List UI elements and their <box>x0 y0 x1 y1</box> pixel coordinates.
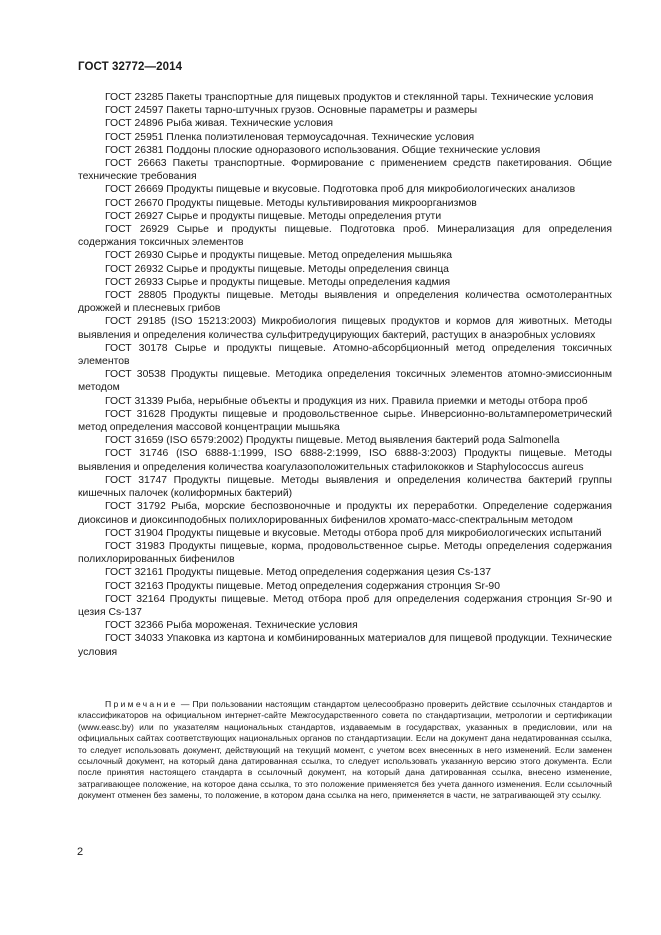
reference-item: ГОСТ 30178 Сырье и продукты пищевые. Атомно-абсорбционный метод определения токсичных элементов <box>78 342 612 368</box>
note-text: — При пользовании настоящим стандартом целесообразно проверить действие ссылочных стандартов и классификаторов на официальном интернет-сайте Межгосударственного совета по стандартизации, метрологии и сертификации (www.easc.by) или по указателям национальных стандартов, издаваемым в государствах, указанных в предисловии, или на официальных сайтах соответствующих национальных органов по стандартизации. Если на документ дана недатированная ссылка, то следует использовать документ, действующий на текущий момент, с учетом всех внесенных в него изменений. Если заменен ссылочный документ, на который дана датированная ссылка, то следует использовать указанную версию этого документа. Если после принятия настоящего стандарта в ссылочный документ, на который дана датированная ссылка, внесено изменение, затрагивающее положение, на которое дана ссылка, то это положение применяется без учета данного изменения. Если ссылочный документ отменен без замены, то положение, в котором дана ссылка на него, применяется в части, не затрагивающей эту ссылку. <box>78 699 612 801</box>
reference-item: ГОСТ 26930 Сырье и продукты пищевые. Метод определения мышьяка <box>105 250 453 262</box>
reference-item: ГОСТ 29185 (ISO 15213:2003) Микробиология пищевых продуктов и кормов для животных. Методы выявления и определения количества сульфитредуцирующих бактерий, растущих в анаэробных условиях <box>78 316 612 341</box>
note-label: Примечание <box>105 699 178 709</box>
note-paragraph <box>78 699 612 802</box>
reference-item: ГОСТ 31628 Продукты пищевые и продовольственное сырье. Инверсионно-вольтамперометрический метод определения массовой концентрации мышьяка <box>78 408 612 434</box>
reference-item: ГОСТ 30538 Продукты пищевые. Методика определения токсичных элементов атомно-эмиссионным методом <box>78 369 612 394</box>
reference-item: ГОСТ 31659 (ISO 6579:2002) Продукты пищевые. Метод выявления бактерий рода Salmonella <box>105 435 560 447</box>
reference-item: ГОСТ 31792 Рыба, морские беспозвоночные и продукты их переработки. Определение содержания диоксинов и диоксинподобных полихлорированных бифенилов хромато-масс-спектральным методом <box>78 501 612 526</box>
reference-item: ГОСТ 31983 Продукты пищевые, корма, продовольственное сырье. Методы определения содержания полихлорированных бифенилов <box>78 540 612 566</box>
page-number: 2 <box>77 846 84 858</box>
reference-item: ГОСТ 31904 Продукты пищевые и вкусовые. Методы отбора проб для микробиологических испытаний <box>105 527 602 539</box>
normative-references-list <box>78 91 612 659</box>
reference-item: ГОСТ 24896 Рыба живая. Технические условия <box>105 118 334 130</box>
reference-item: ГОСТ 26381 Поддоны плоские одноразового использования. Общие технические условия <box>105 144 541 156</box>
reference-item: ГОСТ 34033 Упаковка из картона и комбинированных материалов для пищевой продукции. Технические условия <box>78 633 612 658</box>
reference-item: ГОСТ 32366 Рыба мороженая. Технические условия <box>105 620 358 632</box>
reference-item: ГОСТ 26670 Продукты пищевые. Методы культивирования микроорганизмов <box>105 197 477 209</box>
reference-item: ГОСТ 25951 Пленка полиэтиленовая термоусадочная. Технические условия <box>105 131 475 143</box>
reference-item: ГОСТ 26669 Продукты пищевые и вкусовые. Подготовка проб для микробиологических анализов <box>105 184 576 196</box>
note-block <box>78 699 612 802</box>
reference-item: ГОСТ 28805 Продукты пищевые. Методы выявления и определения количества осмотолерантных дрожжей и плесневых грибов <box>78 290 612 315</box>
document-header: ГОСТ 32772—2014 <box>78 61 183 73</box>
reference-item: ГОСТ 31339 Рыба, нерыбные объекты и продукция из них. Правила приемки и методы отбора проб <box>105 395 588 407</box>
reference-item: ГОСТ 31747 Продукты пищевые. Методы выявления и определения количества бактерий группы кишечных палочек (колиформных бактерий) <box>78 474 612 500</box>
reference-item: ГОСТ 26932 Сырье и продукты пищевые. Методы определения свинца <box>105 263 449 275</box>
reference-item: ГОСТ 32161 Продукты пищевые. Метод определения содержания цезия Cs-137 <box>105 567 492 579</box>
reference-item: ГОСТ 26933 Сырье и продукты пищевые. Методы определения кадмия <box>105 276 451 288</box>
reference-item: ГОСТ 32163 Продукты пищевые. Метод определения содержания стронция Sr-90 <box>105 580 500 592</box>
reference-item: ГОСТ 26927 Сырье и продукты пищевые. Методы определения ртути <box>105 210 442 222</box>
reference-item: ГОСТ 24597 Пакеты тарно-штучных грузов. Основные параметры и размеры <box>105 105 478 117</box>
reference-item: ГОСТ 26663 Пакеты транспортные. Формирование с применением средств пакетирования. Общие технические требования <box>78 158 612 183</box>
reference-item: ГОСТ 31746 (ISO 6888-1:1999, ISO 6888-2:1999, ISO 6888-3:2003) Продукты пищевые. Методы выявления и определения количества коагулазоположительных стафилококков и Staphylococcus aureus <box>78 448 612 473</box>
reference-item: ГОСТ 32164 Продукты пищевые. Метод отбора проб для определения содержания стронция Sr-90 и цезия Cs-137 <box>78 593 612 618</box>
reference-item: ГОСТ 23285 Пакеты транспортные для пищевых продуктов и стеклянной тары. Технические условия <box>105 92 594 103</box>
reference-item: ГОСТ 26929 Сырье и продукты пищевые. Подготовка проб. Минерализация для определения содержания токсичных элементов <box>78 224 612 249</box>
